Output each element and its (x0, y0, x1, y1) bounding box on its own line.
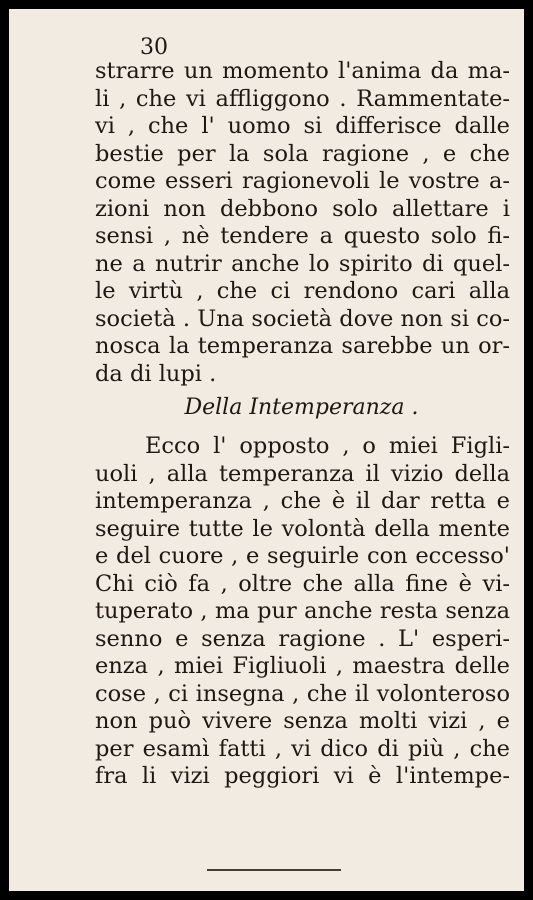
text-line: non può vivere senza molti vizi , e (95, 708, 510, 734)
page-number: 30 (140, 35, 168, 60)
text-line: cose , ci insegna , che il volonteroso (95, 680, 510, 707)
footer-rule (207, 869, 341, 871)
text-line: tuperato , ma pur anche resta senza (95, 598, 510, 624)
text-line: strarre un momento l'anima da ma- (95, 58, 510, 84)
text-line: intemperanza , che è il dar retta e (95, 488, 510, 514)
text-line: come esseri ragionevoli le vostre a- (95, 168, 510, 194)
text-line: senno e senza ragione . L' esperi- (95, 625, 510, 652)
text-line: e del cuore , e seguirle con eccesso' (95, 543, 510, 569)
text-line: vi , che l' uomo si differisce dalle (95, 113, 510, 139)
paragraph-previous-section (95, 58, 510, 388)
text-line: per esamì fatti , vi dico di più , che (95, 735, 510, 762)
text-line: li , che vi affliggono . Rammentate- (95, 85, 510, 112)
book-page (9, 9, 524, 891)
text-line: zioni non debbono solo allettare i (95, 195, 510, 222)
paragraph-intemperance (95, 433, 510, 791)
text-line: fra li vizi peggiori vi è l'intempe- (95, 763, 510, 789)
text-line: Ecco l' opposto , o miei Figli- (145, 433, 510, 459)
text-line: nosca la temperanza sarebbe un or- (95, 333, 510, 359)
text-line: uoli , alla temperanza il vizio della (95, 460, 510, 487)
text-line: le virtù , che ci rendono cari alla (95, 278, 510, 304)
text-line: bestie per la sola ragione , e che (95, 140, 510, 167)
text-line: da di lupi . (95, 360, 217, 387)
section-heading: Della Intemperanza . (184, 395, 419, 420)
text-line: Chi ciò fa , oltre che alla fine è vi- (95, 570, 510, 597)
text-line: sensi , nè tendere a questo solo fi- (95, 223, 510, 249)
text-line: enza , miei Figliuoli , maestra delle (95, 653, 510, 679)
text-line: società . Una società dove non si co- (95, 305, 510, 332)
text-line: seguire tutte le volontà della mente (95, 515, 510, 542)
text-line: ne a nutrir anche lo spirito di quel- (95, 250, 510, 277)
